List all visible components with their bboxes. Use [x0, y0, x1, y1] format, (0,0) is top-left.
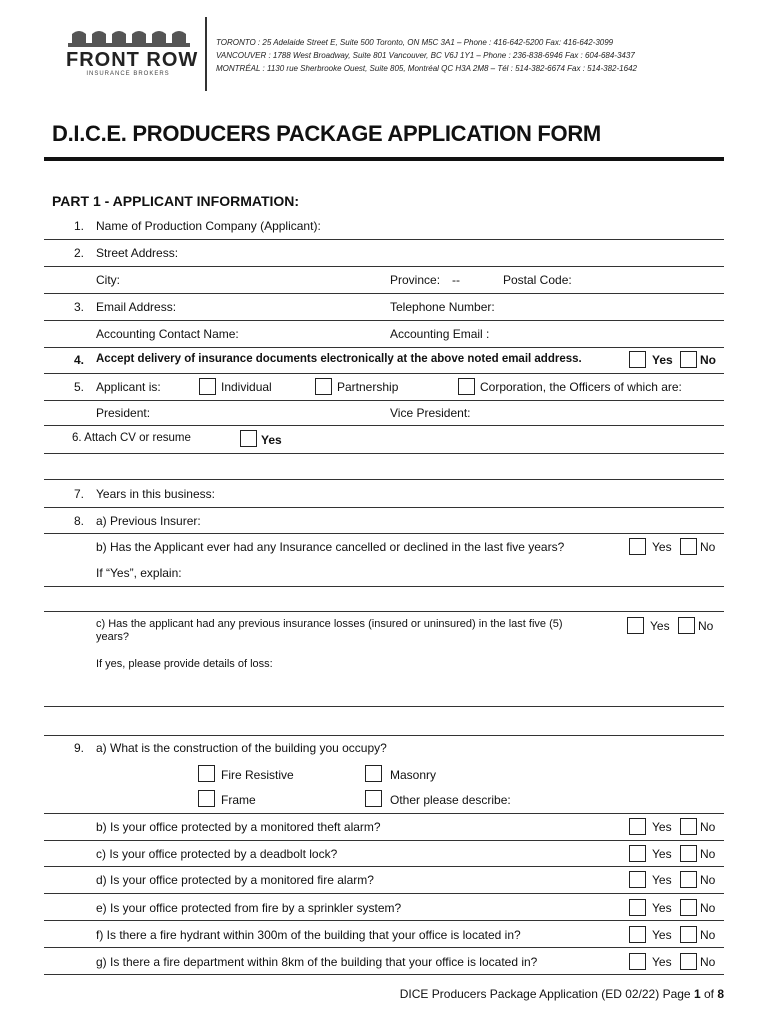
q9c-no-label: No: [700, 847, 716, 861]
city-label: City:: [96, 273, 120, 287]
divider: [44, 320, 724, 321]
divider: [44, 706, 724, 707]
divider: [44, 866, 724, 867]
q8a-label: a) Previous Insurer:: [96, 514, 201, 528]
telephone-label: Telephone Number:: [390, 300, 495, 314]
q4-label: Accept delivery of insurance documents electronically at the above noted email address.: [96, 353, 582, 365]
province-label: Province:: [390, 273, 441, 287]
q8b-explain-label: If “Yes”, explain:: [96, 566, 182, 580]
q3-number: 3.: [73, 300, 84, 314]
title-rule: [44, 157, 724, 161]
address-toronto: TORONTO : 25 Adelaide Street E, Suite 500 Toronto, ON M5C 3A1 – Phone : 416-642-5200 Fax: 416-642-3099: [216, 38, 614, 47]
q9a-label: a) What is the construction of the building you occupy?: [96, 741, 387, 755]
corporation-checkbox[interactable]: [458, 378, 475, 395]
divider: [44, 507, 724, 508]
individual-label: Individual: [221, 380, 272, 394]
q2-number: 2.: [73, 246, 84, 260]
q9e-yes-label: Yes: [652, 901, 672, 915]
q9e-yes-checkbox[interactable]: [629, 899, 646, 916]
part1-heading: PART 1 - APPLICANT INFORMATION:: [52, 193, 300, 209]
q9d-yes-checkbox[interactable]: [629, 871, 646, 888]
divider: [44, 453, 724, 454]
footer-page-total: 8: [717, 987, 724, 1001]
q3-label: Email Address:: [96, 300, 177, 314]
divider: [44, 947, 724, 948]
address-vancouver: VANCOUVER : 1788 West Broadway, Suite 801 Vancouver, BC V6J 1Y1 – Phone : 236-838-6946 Fax : 604-684-3437: [216, 51, 635, 60]
q7-label: Years in this business:: [96, 487, 215, 501]
partnership-checkbox[interactable]: [315, 378, 332, 395]
footer-page-number: 1: [693, 987, 701, 1001]
q9f-yes-checkbox[interactable]: [629, 926, 646, 943]
q5-label: Applicant is:: [96, 380, 161, 394]
q9g-no-label: No: [700, 955, 716, 969]
q9g-no-checkbox[interactable]: [680, 953, 697, 970]
q9b-no-label: No: [700, 820, 716, 834]
q4-yes-checkbox[interactable]: [629, 351, 646, 368]
partnership-label: Partnership: [337, 380, 399, 394]
q9g-yes-checkbox[interactable]: [629, 953, 646, 970]
q8-number: 8.: [73, 514, 84, 528]
divider: [44, 813, 724, 814]
q9b-no-checkbox[interactable]: [680, 818, 697, 835]
q9f-yes-label: Yes: [652, 928, 672, 942]
q9c-no-checkbox[interactable]: [680, 845, 697, 862]
corporation-label: Corporation, the Officers of which are:: [480, 380, 682, 394]
divider: [44, 400, 724, 401]
q9b-yes-checkbox[interactable]: [629, 818, 646, 835]
q8b-label: b) Has the Applicant ever had any Insurance cancelled or declined in the last five years?: [96, 540, 565, 554]
divider: [44, 893, 724, 894]
individual-checkbox[interactable]: [199, 378, 216, 395]
accounting-email-label: Accounting Email :: [390, 327, 490, 341]
q8c-label-line1: c) Has the applicant had any previous insurance losses (insured or uninsured) in the last five (5): [96, 618, 563, 630]
q9g-label: g) Is there a fire department within 8km of the building that your office is located in?: [96, 955, 538, 969]
masonry-label: Masonry: [390, 768, 437, 782]
divider: [44, 239, 724, 240]
q5-number: 5.: [73, 380, 84, 394]
vice-president-label: Vice President:: [390, 406, 471, 420]
q8b-yes-checkbox[interactable]: [629, 538, 646, 555]
q8b-no-label: No: [700, 540, 716, 554]
q9b-label: b) Is your office protected by a monitored theft alarm?: [96, 820, 381, 834]
q9d-label: d) Is your office protected by a monitored fire alarm?: [96, 873, 374, 887]
president-label: President:: [96, 406, 151, 420]
q6-label: 6. Attach CV or resume: [72, 432, 191, 444]
q8c-no-label: No: [698, 619, 714, 633]
other-checkbox[interactable]: [365, 790, 382, 807]
divider: [44, 920, 724, 921]
q8c-yes-checkbox[interactable]: [627, 617, 644, 634]
province-select[interactable]: --: [452, 273, 460, 287]
q4-number: 4.: [73, 353, 84, 367]
divider: [44, 840, 724, 841]
logo: [62, 28, 199, 84]
header-divider: [205, 17, 207, 91]
divider: [44, 735, 724, 736]
q9f-no-label: No: [700, 928, 716, 942]
form-title: D.I.C.E. PRODUCERS PACKAGE APPLICATION FORM: [52, 121, 601, 146]
q9e-label: e) Is your office protected from fire by a sprinkler system?: [96, 901, 402, 915]
q9b-yes-label: Yes: [652, 820, 672, 834]
other-label: Other please describe:: [390, 793, 511, 807]
q9c-yes-checkbox[interactable]: [629, 845, 646, 862]
q9f-no-checkbox[interactable]: [680, 926, 697, 943]
page-footer: [400, 987, 724, 1001]
fire-resistive-checkbox[interactable]: [198, 765, 215, 782]
q9e-no-label: No: [700, 901, 716, 915]
cv-yes-checkbox[interactable]: [240, 430, 257, 447]
q9d-no-checkbox[interactable]: [680, 871, 697, 888]
q8b-no-checkbox[interactable]: [680, 538, 697, 555]
q8b-yes-label: Yes: [652, 540, 672, 554]
q9-number: 9.: [73, 741, 84, 755]
cv-yes-label: Yes: [261, 433, 282, 447]
q4-yes-label: Yes: [652, 353, 673, 367]
divider: [44, 479, 724, 480]
q4-no-checkbox[interactable]: [680, 351, 697, 368]
q9e-no-checkbox[interactable]: [680, 899, 697, 916]
divider: [44, 425, 724, 426]
footer-text: DICE Producers Package Application (ED 02/22) Page: [399, 987, 694, 1001]
frame-label: Frame: [221, 793, 256, 807]
q1-number: 1.: [73, 219, 84, 233]
masonry-checkbox[interactable]: [365, 765, 382, 782]
divider: [44, 373, 724, 374]
logo-subtext: INSURANCE BROKERS: [86, 71, 170, 77]
fire-resistive-label: Fire Resistive: [221, 768, 294, 782]
q4-no-label: No: [700, 353, 716, 367]
q9c-label: c) Is your office protected by a deadbolt lock?: [96, 847, 338, 861]
q9d-yes-label: Yes: [652, 873, 672, 887]
q8c-yes-label: Yes: [650, 619, 670, 633]
frame-checkbox[interactable]: [198, 790, 215, 807]
footer-of: of: [700, 987, 718, 1001]
divider: [44, 611, 724, 612]
q9c-yes-label: Yes: [652, 847, 672, 861]
logo-text: FRONT ROW: [66, 49, 199, 71]
logo-seats-icon: [62, 28, 190, 50]
q9d-no-label: No: [700, 873, 716, 887]
divider: [44, 347, 724, 348]
q9g-yes-label: Yes: [652, 955, 672, 969]
q8c-no-checkbox[interactable]: [678, 617, 695, 634]
q8c-label-line2: years?: [96, 631, 130, 643]
divider: [44, 293, 724, 294]
accounting-contact-label: Accounting Contact Name:: [96, 327, 239, 341]
q2-label: Street Address:: [96, 246, 179, 260]
address-montreal: MONTRÉAL : 1130 rue Sherbrooke Ouest, Suite 805, Montréal QC H3A 2M8 – Tél : 514-382-6674 Fax : 514-382-1642: [216, 64, 637, 73]
divider: [44, 586, 724, 587]
q1-label: Name of Production Company (Applicant):: [96, 219, 321, 233]
divider: [44, 974, 724, 975]
q8c-details-label: If yes, please provide details of loss:: [96, 658, 273, 670]
divider: [44, 266, 724, 267]
q9f-label: f) Is there a fire hydrant within 300m of the building that your office is located in?: [96, 928, 521, 942]
divider: [44, 533, 724, 534]
q7-number: 7.: [73, 487, 84, 501]
postal-code-label: Postal Code:: [503, 273, 572, 287]
